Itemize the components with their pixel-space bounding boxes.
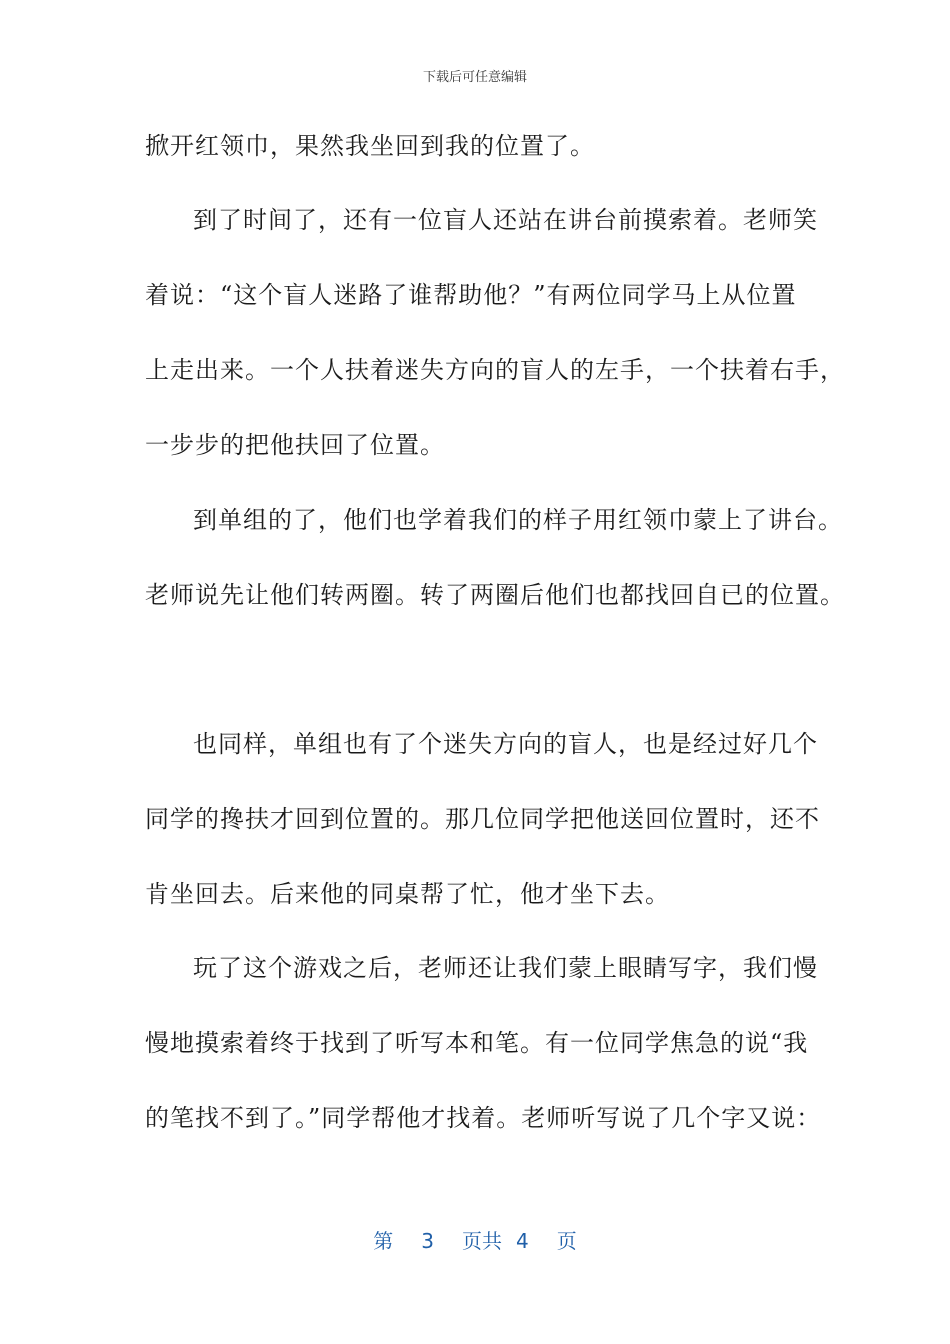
text-line: 一步步的把他扶回了位置。 xyxy=(145,431,445,459)
footer-suffix: 页 xyxy=(556,1229,577,1253)
text-line: 到单组的了，他们也学着我们的样子用红领巾蒙上了讲台。 xyxy=(193,506,843,534)
text-line: 着说：“这个盲人迷路了谁帮助他？”有两位同学马上从位置 xyxy=(145,281,797,309)
text-line: 玩了这个游戏之后，老师还让我们蒙上眼睛写字，我们慢 xyxy=(193,954,818,982)
total-pages-number: 4 xyxy=(516,1229,529,1253)
text-line: 同学的搀扶才回到位置的。那几位同学把他送回位置时，还不 xyxy=(145,805,820,833)
footer-middle: 页共 xyxy=(462,1229,502,1253)
text-line: 肯坐回去。后来他的同桌帮了忙，他才坐下去。 xyxy=(145,880,670,908)
text-line: 掀开红领巾，果然我坐回到我的位置了。 xyxy=(145,132,595,160)
text-line: 也同样，单组也有了个迷失方向的盲人，也是经过好几个 xyxy=(193,730,818,758)
text-line: 到了时间了，还有一位盲人还站在讲台前摸索着。老师笑 xyxy=(193,206,818,234)
header-note: 下载后可任意编辑 xyxy=(422,70,527,85)
text-line: 慢地摸索着终于找到了听写本和笔。有一位同学焦急的说“我 xyxy=(145,1029,809,1057)
footer-prefix: 第 xyxy=(373,1229,394,1253)
current-page-number: 3 xyxy=(421,1229,434,1253)
text-line: 上走出来。一个人扶着迷失方向的盲人的左手，一个扶着右手， xyxy=(145,356,845,384)
page-footer xyxy=(0,1225,950,1254)
text-line: 的笔找不到了。”同学帮他才找着。老师听写说了几个字又说： xyxy=(145,1104,822,1132)
text-line: 老师说先让他们转两圈。转了两圈后他们也都找回自已的位置。 xyxy=(145,581,845,609)
